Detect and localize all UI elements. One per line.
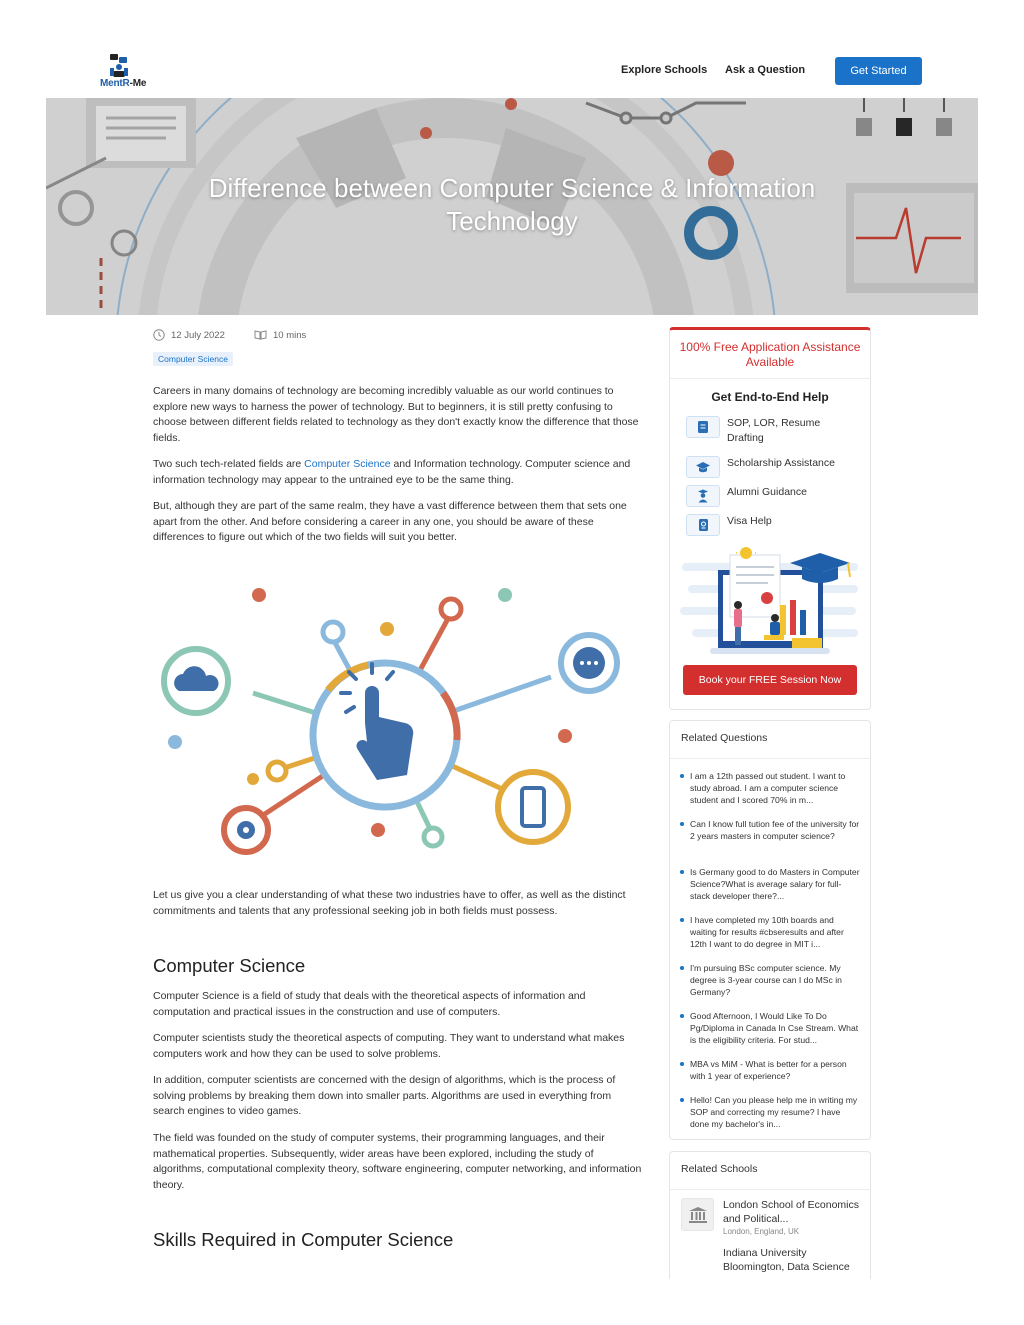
help-item-alumni: Alumni Guidance xyxy=(686,485,858,507)
category-tag[interactable]: Computer Science xyxy=(153,352,233,366)
related-schools-title: Related Schools xyxy=(681,1163,758,1175)
cs-scientists-paragraph: Computer scientists study the theoretical aspects of computing. They want to understand what makes computers work and how they can be used to solve problems. xyxy=(153,1032,625,1060)
help-item-scholarship: Scholarship Assistance xyxy=(686,456,858,478)
application-assistance-card xyxy=(669,327,871,710)
school-logo-placeholder xyxy=(681,1246,714,1279)
school-item-indiana[interactable] xyxy=(681,1246,861,1279)
related-question-item[interactable]: Hello! Can you please help me in writing my SOP and correcting my resume? I have done my bachelor's in... xyxy=(680,1094,860,1142)
fields-paragraph: Two such tech-related fields are Computer Science and Information technology. Computer science and information technology may appear to the untrained eye to be the same thing. xyxy=(153,458,631,486)
school-location: London, England, UK xyxy=(723,1227,800,1236)
publish-date xyxy=(153,327,225,343)
related-schools-card xyxy=(669,1151,871,1279)
cs-definition-paragraph: Computer Science is a field of study that deals with the theoretical aspects of information and computation and practical issues in the construction and use of computers. xyxy=(153,990,586,1018)
related-questions-title: Related Questions xyxy=(681,732,768,744)
intro-paragraph: Careers in many domains of technology are becoming incredibly valuable as our world continues to explore new ways to harness the power of technology. But to beginners, it is still pretty confusing to choose between different fields related to technology as they don't exactly know the difference that those fields. xyxy=(153,385,639,444)
cs-history-paragraph: The field was founded on the study of computer systems, their programming languages, and their mathematical properties. Subsequently, wider areas have been explored, including the study of algorithms, computational complexity theory, software engineering, computer networking, and information theory. xyxy=(153,1132,642,1191)
help-item-sop: SOP, LOR, Resume Drafting xyxy=(686,416,858,446)
related-questions-list xyxy=(680,770,860,1142)
related-question-item[interactable]: I am a 12th passed out student. I want to study abroad. I am a computer science student and I scored 70% in m... xyxy=(680,770,860,818)
section-heading-skills: Skills Required in Computer Science xyxy=(153,1229,454,1250)
computer-science-link[interactable]: Computer Science xyxy=(304,458,391,470)
section-heading-computer-science: Computer Science xyxy=(153,955,306,976)
read-time xyxy=(254,327,306,343)
related-questions-card xyxy=(669,720,871,1140)
read-time-text: 10 mins xyxy=(273,329,307,341)
overview-paragraph: Let us give you a clear understanding of what these two industries have to offer, as well as the distinct commitments and talents that any professional seeking job in both fields must possess. xyxy=(153,889,626,917)
realm-paragraph: But, although they are part of the same realm, they have a vast difference between them that sets one apart from the other. And before considering a career in any one, you should be aware of these differences to figure out which of the two fields will suit you better. xyxy=(153,500,627,543)
nav-explore-schools[interactable]: Explore Schools xyxy=(621,64,708,76)
hero-banner xyxy=(46,98,978,315)
publish-date-text: 12 July 2022 xyxy=(171,329,225,341)
student-study-illustration xyxy=(680,545,860,660)
divider xyxy=(670,1189,870,1190)
related-question-item[interactable]: Good Afternoon, I Would Like To Do Pg/Diploma in Canada In Cse Stream. What is the eligibility criteria. For stud... xyxy=(680,1010,860,1058)
page-title: Difference between Computer Science & Information Technology xyxy=(208,173,816,236)
document-icon xyxy=(686,416,720,438)
university-building-icon xyxy=(681,1198,714,1231)
logo-text: MentR-Me xyxy=(100,78,147,89)
assistance-title: 100% Free Application Assistance Available xyxy=(679,340,861,369)
divider xyxy=(670,758,870,759)
graduation-cap-icon xyxy=(686,456,720,478)
school-name: Indiana University Bloomington, Data Science xyxy=(723,1247,850,1273)
clock-icon xyxy=(153,329,165,341)
book-icon xyxy=(254,330,267,340)
cs-algorithms-paragraph: In addition, computer scientists are concerned with the design of algorithms, which is the process of solving problems by breaking them down into smaller parts. Algorithms are used in everything from search engines to video games. xyxy=(153,1074,616,1117)
passport-icon xyxy=(686,514,720,536)
divider xyxy=(670,378,870,379)
get-started-button[interactable]: Get Started xyxy=(835,57,922,85)
end-to-end-help-heading: Get End-to-End Help xyxy=(711,390,829,404)
tech-network-illustration xyxy=(153,575,633,865)
site-header xyxy=(0,0,1024,98)
mentr-me-logo[interactable] xyxy=(100,54,156,92)
nav-ask-question[interactable]: Ask a Question xyxy=(725,64,806,76)
related-question-item[interactable]: Can I know full tution fee of the university for 2 years masters in computer science? xyxy=(680,818,860,866)
related-question-item[interactable]: I have completed my 10th boards and waiting for results #cbseresults and after 12th I want to do degree in MIT i... xyxy=(680,914,860,962)
graduate-person-icon xyxy=(686,485,720,507)
book-free-session-button[interactable]: Book your FREE Session Now xyxy=(683,665,857,695)
related-question-item[interactable]: Is Germany good to do Masters in Computer Science?What is average salary for full-stack developer there?... xyxy=(680,866,860,914)
school-name: London School of Economics and Political... xyxy=(723,1199,860,1225)
logo-mark-icon xyxy=(108,54,130,78)
help-item-visa: Visa Help xyxy=(686,514,858,536)
school-item-lse[interactable] xyxy=(681,1198,861,1236)
related-question-item[interactable]: I'm pursuing BSc computer science. My degree is 3-year course can I do MSc in Germany? xyxy=(680,962,860,1010)
related-question-item[interactable]: MBA vs MiM - What is better for a person with 1 year of experience? xyxy=(680,1058,860,1094)
